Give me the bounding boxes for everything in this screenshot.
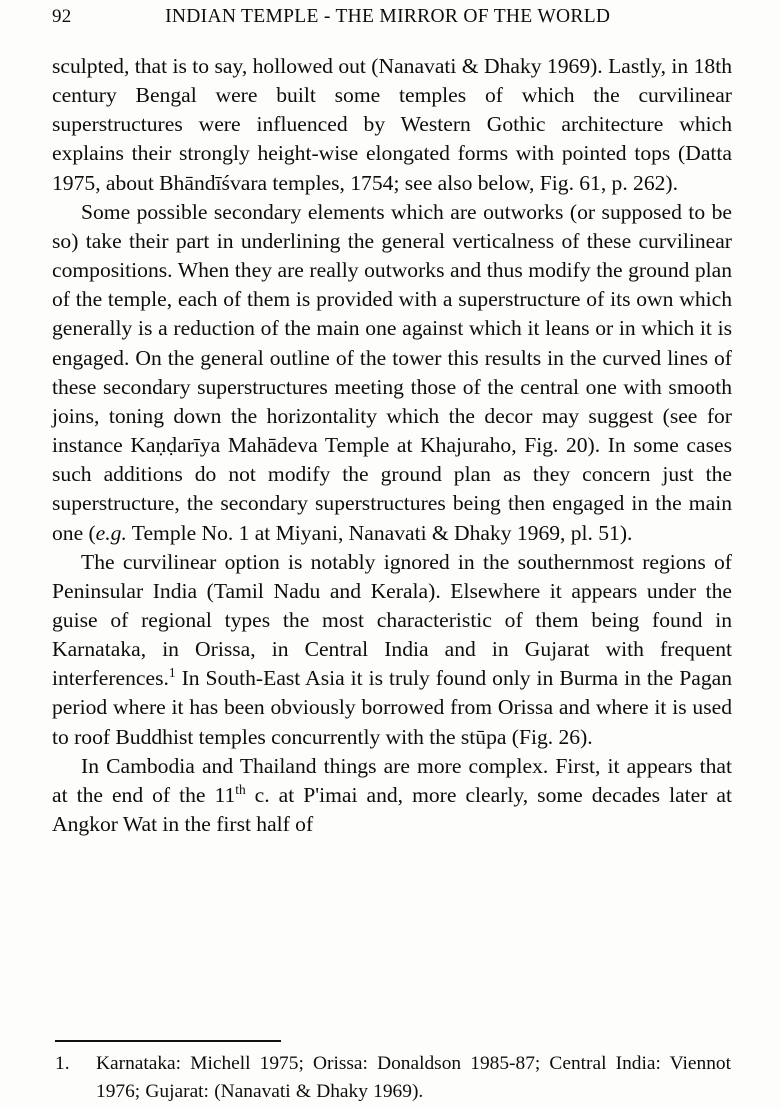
paragraph-3-text-b: In South-East Asia it is truly found only in Burma in the Pagan period where it has been obviously borrowed from Orissa and where it is used to roof Buddhist temples concurrently with the stūpa (Fig. 26). (52, 666, 732, 749)
footnote-marker: 1. (55, 1053, 70, 1074)
footnote-text: Karnataka: Michell 1975; Orissa: Donaldson 1985-87; Central India: Viennot 1976; Gujarat: (Nanavati & Dhaky 1969). (96, 1053, 731, 1102)
paragraph-2-italic-eg: e.g. (95, 520, 127, 545)
paragraph-4-text-b: c. at P'imai and, more clearly, some decades later at Angkor Wat in the first half of (52, 782, 733, 837)
paragraph-1 (52, 52, 732, 198)
paragraph-2-text-a: Some possible secondary elements which are outworks (or supposed to be so) take their part in underlining the general verticalness of these curvilinear compositions. When they are really outworks and thus modify the ground plan of the temple, each of them is provided with a superstructure of its own which generally is a reduction of the main one against which it leans or in which it is engaged. On the general outline of the tower this results in the curved lines of these secondary superstructures meeting those of the central one with smooth joins, toning down the horizontality which the decor may suggest (see for instance Kaṇḍarīya Mahādeva Temple at Khajuraho, Fig. 20). In some cases such additions do not modify the ground plan as they concern just the superstructure, the secondary superstructures being then engaged in the main one ( (52, 199, 732, 545)
ordinal-suffix-th: th (235, 781, 246, 797)
footnote-separator-rule (55, 1040, 281, 1042)
paragraph-3 (52, 548, 732, 752)
footnote-area (55, 1050, 731, 1105)
paragraph-2-text-b: Temple No. 1 at Miyani, Nanavati & Dhaky 1969, pl. 51). (126, 520, 633, 545)
paragraph-4-text-a: In Cambodia and Thailand things are more complex. First, it appears that at the end of the 11 (52, 753, 732, 807)
footnote-item (55, 1050, 731, 1105)
running-title: INDIAN TEMPLE - THE MIRROR OF THE WORLD (165, 6, 611, 27)
paragraph-1-text: sculpted, that is to say, hollowed out (Nanavati & Dhaky 1969). Lastly, in 18th century Bengal were built some temples of which the curvilinear superstructures were influenced by Western Gothic architecture which explains their strongly height-wise elongated forms with pointed tops (Datta 1975, about Bhāndīśvara temples, 1754; see also below, Fig. 61, p. 262). (52, 54, 732, 195)
paragraph-4 (52, 752, 732, 839)
paragraph-3-text-a: The curvilinear option is notably ignored in the southernmost regions of Peninsular India (Tamil Nadu and Kerala). Elsewhere it appears under the guise of regional types the most characteristic of them being found in Karnataka, in Orissa, in Central India and in Gujarat with frequent interferences. (52, 549, 732, 691)
paragraph-2 (52, 198, 732, 548)
footnote-reference-1[interactable]: 1 (168, 665, 176, 681)
page-number: 92 (52, 6, 72, 27)
running-head (52, 6, 730, 32)
body-text (52, 52, 732, 839)
